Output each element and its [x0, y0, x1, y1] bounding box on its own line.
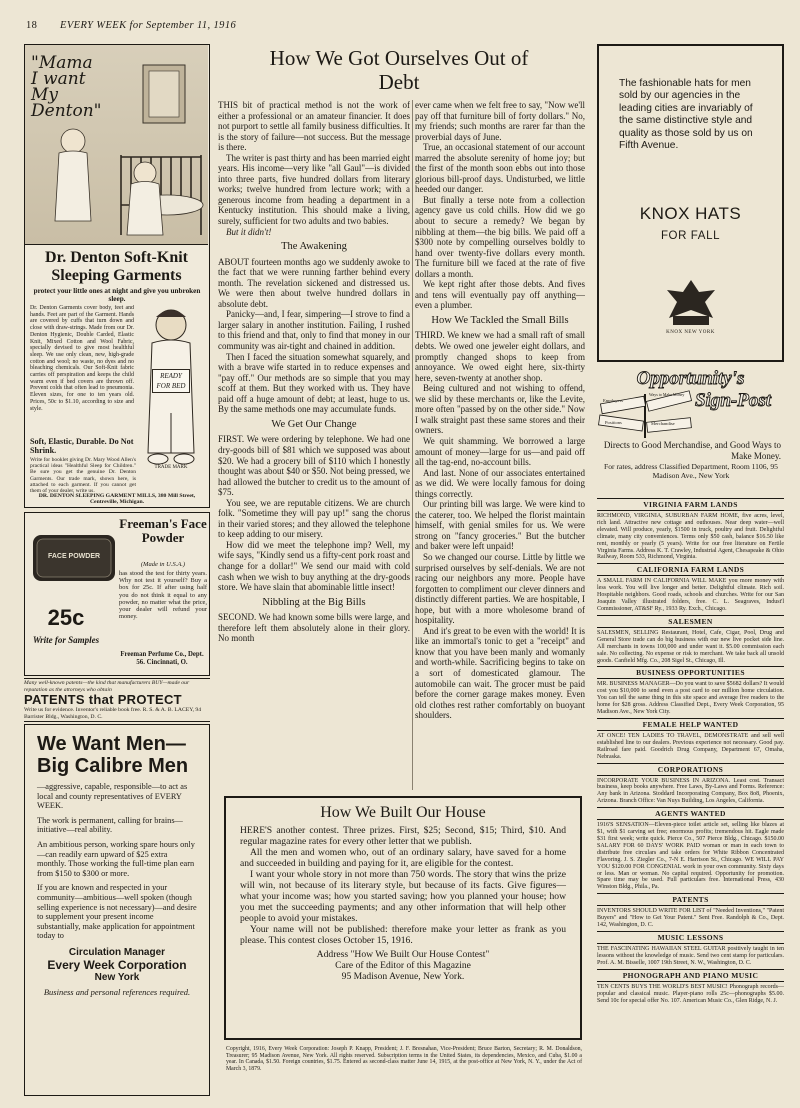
knox-name: KNOX HATS: [639, 204, 742, 223]
classified-heading: AGENTS WANTED: [597, 807, 784, 820]
knox-ad: [597, 44, 784, 362]
classified-section: [597, 496, 784, 1100]
col1-p1: THIS bit of practical method is not the work of either a professional or an amateur financier. It does not purport to settle all family business difficulties. It is the story of failure—not success. But the message is there.: [218, 100, 410, 153]
classified-heading: MUSIC LESSONS: [597, 931, 784, 944]
col2b-p1: THIRD. We knew we had a small raft of small debts. We owed one jeweler eight dollars, and promptly changed shops to keep from annoyance. We owed eight here, six-thirty here, seven-twenty at another shop.: [415, 330, 585, 383]
we-want-p1: —aggressive, capable, responsible—to act as local and county representatives of EVERY WEEK.: [37, 782, 188, 811]
classified-heading: VIRGINIA FARM LANDS: [597, 498, 784, 511]
classified-text: THE FASCINATING HAWAIIAN STEEL GUITAR positively taught in ten lessons without the knowledge of music. Send two cent stamp for particulars. Prof. A. M. Bisselle, 1007 19th Street, N. W., Washington, D. C.: [597, 945, 784, 966]
signpost-title-1: Opportunity's: [636, 368, 745, 389]
every-week-corp: Every Week Corporation: [47, 957, 187, 972]
powder-tin-label: FACE POWDER: [47, 553, 101, 560]
patents-top: Many well-known patents—the kind that manufacturers BUY—made our reputation as the attorneys who obtain: [24, 680, 190, 693]
col2b-p7: And it's great to be even with the world! It is like an immortal's tonic to get a "receipt" and know that you have been manly and womanly and worth-while. Sacrificing begins to take on a sort of domesticated glamour. The automobile can wait. The grocer must be paid before the corner garage makes money. Even old clothes rest rather comfortably on buoyant shoulders.: [415, 625, 585, 721]
contest-p4: Your name will not be published: therefore make your letter as frank as you please. This contest closes October 15, 1916.: [240, 924, 566, 946]
freeman-price: 25c: [47, 605, 85, 630]
classified-item: [597, 931, 784, 967]
signpost-section: [597, 366, 784, 480]
knox-top-text: The fashionable hats for men sold by our agencies in the leading cities are invariably of the same distinctive style and quality as those sold by us on Fifth Avenue.: [619, 78, 753, 152]
classified-text: A SMALL FARM IN CALIFORNIA WILL MAKE you more money with less work. You will live longer and better. Delightful climate. Rich soil. Hospitable neighbors. Good roads, schools and churches. Write for our San Joaquin Valley illustrated folders, free. C. L. Seagraves, Indust'l Commissioner, AT&SF Ry., 1933 Ry. Exch., Chicago.: [597, 578, 784, 612]
column-rule: [412, 100, 413, 790]
freeman-body: has stood the test for thirty years. Why not test it yourself? Buy a box for 25c. If after using half you do not think it equal to any powder, no matter what the price, your dealer will refund your money.: [119, 570, 207, 621]
classified-heading: BUSINESS OPPORTUNITIES: [597, 666, 784, 679]
circulation-manager: Circulation Manager: [68, 946, 166, 958]
running-title: EVERY WEEK for September 11, 1916: [60, 20, 237, 31]
classified-text: INCORPORATE YOUR BUSINESS IN ARIZONA. Least cost. Transact business, keep books anywhere. Free Laws, By-Laws and Forms. Reference: Any bank in Arizona. Stoddard Incorporating Company, Box 8o8, Phoenix, Arizona. Branch Office: Van Nuys Building, Los Angeles, California.: [597, 777, 784, 805]
sub-change: We Get Our Change: [271, 418, 357, 430]
classified-text: INVENTORS SHOULD WRITE FOR LIST of "Needed Inventions," "Patent Buyers" and "How to Get Your Patent." Sent Free. Randolph & Co., Dept. 142, Washington, D. C.: [597, 908, 784, 929]
col2b-p4: And last. None of our associates entertained as we did. We were locally famous for doing things correctly.: [415, 467, 585, 499]
we-want-men-ad: [24, 724, 210, 1096]
copyright-notice: Copyright, 1916, Every Week Corporation: Joseph P. Knapp, President; J. F. Bresnahan, Vice-President; Bruce Barton, Secretary; R. M. Donaldson, Treasurer; 95 Madison Avenue, New York. All rights reserved. Subscription terms in the United States, its dependencies, Mexico, and Cuba, $1.00 a year. In Canada, $1.50. Foreign countries, $1.75. Entered as second-class matter June 14, 1915, at the post-office at New York, N. Y., under the Act of March 3, 1879.: [226, 1046, 582, 1073]
running-header: [18, 20, 788, 36]
classified-heading: CALIFORNIA FARM LANDS: [597, 563, 784, 576]
col2b-p5: Our printing bill was large. We were kind to the caterer, too. We helped the florist maintain himself, with genial smiles for us. We were strong on "fancy groceries." But the butcher and baker were left unpaid!: [415, 499, 585, 552]
denton-body: Dr. Denton Garments cover body, feet and hands. Feet are part of the Garment. Hands are covered by cuffs that turn down and close with draw-strings. Made from our Dr. Denton Hygienic, Double Carded, Elastic Knit, Mixed Cotton and Wool Fabric, specially devised to give most healthful sleep. We use only clean, new, high-grade cotton and wool; no waste, no dyes and no bleaching chemicals. Our Soft-Knit fabric carries off perspiration and keeps the child warm even if bed covers are thrown off. Prevent colds that often lead to pneumonia. Eleven sizes, for one to ten years old. Prices, 50c to $1.10, according to size and style.: [30, 305, 134, 412]
freeman-made: (Made in U.S.A.): [140, 561, 186, 568]
patents-title: PATENTS that PROTECT: [24, 692, 182, 707]
col2b-p6: So we changed our course. Little by little we surprised ourselves by self-denials. We are not racing our neighbors any more. People have forgotten to compliment our clever dinners and distinctly different parties. We are hospitable, I hope, but with a more wholesome brand of hospitality.: [415, 551, 585, 626]
we-want-heading: We Want Men—: [37, 733, 186, 755]
knox-sub: FOR FALL: [660, 230, 721, 242]
patents-bottom: Write us for evidence. Inventor's reliable book free. R. S. & A. B. LACEY, 94 Barrister Bldg., Washington, D. C.: [24, 707, 202, 720]
classified-item: [597, 666, 784, 716]
contest-p2: All the men and women who, out of an ordinary salary, have saved for a home and succeeded in building and paying for it, are eligible for the contest.: [240, 847, 566, 869]
denton-title-1: Dr. Denton Soft-Knit: [45, 249, 188, 266]
article-column-1: [218, 100, 410, 794]
we-want-p2: The work is permanent, calling for brains—initiative—real ability.: [37, 815, 183, 835]
col1b-p3: Then I faced the situation somewhat squarely, and with a brave wife started in to reduce expenses and "pay off." Our methods are so simple that you may scoff at them. But they worked with us. They have paid off a huge amount of debt; at least, huge to us. By the same methods one may accumulate funds.: [218, 351, 410, 415]
freeman-company: Freeman Perfume Co., Dept. 56. Cincinnati, O.: [120, 651, 204, 666]
denton-quote: "Mama I want My Denton": [31, 53, 102, 121]
page-number: 18: [26, 20, 38, 31]
contest-title: How We Built Our House: [320, 804, 486, 821]
classified-item: [597, 969, 784, 1005]
knox-emblem-icon: [661, 276, 721, 330]
children-bed-drawing: [25, 45, 208, 245]
col1-intro: [218, 100, 410, 237]
signpost-rates: For rates, address Classified Department, Room 1106, 95 Madison Ave., New York: [604, 462, 778, 480]
ready-for-bed-sign: READY FOR BED: [152, 369, 190, 393]
col1c-p2: You see, we are reputable citizens. We are church folk. "Sometime they will pay up!" sang the chorus in their varied stores; and they allowed the telephone to keep adding to our misery.: [218, 497, 410, 540]
col1-p3: But it didn't!: [226, 226, 272, 237]
signpost-arm-3: Positions: [605, 420, 622, 425]
contest-p3: I want your whole story in not more than 750 words. The story that wins the prize will win, not because of its literary style, but because of its facts. Give figures—what your income was; how you started saving; how you planned your house; how you met the succeeding payments; and any other information that will help other people to avoid your mistakes.: [240, 869, 566, 924]
classified-heading: PATENTS: [597, 893, 784, 906]
classified-item: [597, 763, 784, 806]
col2-p2: True, an occasional statement of our account marred the absolute serenity of home joy; but the first of the month soon ebbs out into those glorious bill-proof days. Undisturbed, we little heeded our danger.: [415, 142, 585, 195]
big-calibre-heading: Big Calibre Men: [37, 755, 189, 777]
freeman-samples: Write for Samples: [32, 635, 100, 645]
classified-text: SALESMEN, SELLING Restaurant, Hotel, Cafe, Cigar, Pool, Drug and General Store trade can do big business with our new live pocket side line. All merchants in towns 100,000 and under want it. $5.00 commission each sale. No collecting. No expense or risk to merchant. We take back all unsold goods. Canfield Mfg. Co., 208 Sigel St., Chicago, Ill.: [597, 629, 784, 664]
contest-address-3: 95 Madison Avenue, New York.: [341, 971, 465, 982]
classified-item: [597, 718, 784, 761]
article-column-2: [415, 100, 585, 794]
signpost-arm-4: Merchandise: [651, 421, 675, 426]
we-want-p3: An ambitious person, working spare hours only—can readily earn upward of $25 extra monthly. Those working the full-time plan earn from $150 to $300 or more.: [37, 839, 195, 878]
knox-emblem-text: KNOX NEW YORK: [666, 330, 715, 335]
contest-box: [224, 796, 582, 1040]
col2b-p3: We quit shamming. We borrowed a large amount of money—large for us—and paid off all the tag-end, no-account bills.: [415, 435, 585, 468]
classified-text: TEN CENTS BUYS THE WORLD'S BEST MUSIC! Phonograph records—popular and classical music. Player-piano rolls 25c—phonographs $5.00. Send 10c for special offer No. 107. American Music Co., Glen Ridge, N. J.: [597, 983, 784, 1004]
patents-ad: [24, 678, 210, 722]
denton-slogan: Soft, Elastic, Durable. Do Not Shrink.: [30, 437, 134, 455]
denton-title-2: Sleeping Garments: [51, 267, 182, 284]
col1c-p1: FIRST. We were ordering by telephone. We had one dry-goods bill of $81 which we supposed was about $20. We had a grocery bill of $110 which I honestly thought was about $40 or $50. Not being pressed, we had allowed the butcher to credit us to the amount of $75.: [218, 434, 410, 498]
contest-address-1: Address "How We Built Our House Contest": [316, 949, 490, 960]
signpost-title-2: Sign-Post: [694, 390, 772, 411]
classified-text: MR. BUSINESS MANAGER—Do you want to save $5682 dollars? It would cost you $10,000 to send even a post card to our million home circulation. You can tell the same thing in this site space and average five readers to the home for $28 gross. Address Classified Dept., Every Week Corporation, 95 Madison Ave., New York City.: [597, 681, 784, 716]
classified-text: AT ONCE! TEN LADIES TO TRAVEL, DEMONSTRATE and sell well established line to our dealers. Previous experience not necessary. Good pay. Railroad fare paid. Goodrich Drug Company, Department 67, Omaha, Nebraska.: [597, 732, 784, 760]
sub-awakening: The Awakening: [281, 241, 347, 253]
classified-item: [597, 498, 784, 561]
classified-text: RICHMOND, VIRGINIA, SUBURBAN FARM HOME, five acres, level, rich land. Attractive new cottage and outhouses. Near deep water—well elevated. Will produce, yearly, $1500 in truck, poultry and fruit. Delightful climate, many city conveniences. Terms only $50 cash, balance $16.50 like rent, monthly or yearly (5 years). Write for our free literature on Fertile Virginia Farms. Address K. T. Crawley, Industrial Agent, Chesapeake & Ohio Railway, Room 533, Richmond, Virginia.: [597, 513, 784, 561]
freeman-ad: [24, 512, 210, 676]
classified-heading: CORPORATIONS: [597, 763, 784, 776]
col2-p1: ever came when we felt free to say, "Now we'll pay off that furniture bill of forty dollars." No, my friends; such months are rarer far than the proverbial days of June.: [415, 100, 585, 142]
col2b-p2: Being cultured and not wishing to offend, we slid by these merchants or, like the Levite, more often "passed by on the other side." Now I walk straight past these same stores and their owners.: [415, 383, 585, 436]
col1b-p1: ABOUT fourteen months ago we suddenly awoke to the fact that we were running farther behind every month. The revelation sickened and distressed us. We were then about twelve hundred dollars in absolute debt.: [218, 256, 410, 309]
denton-trademark: TRADE MARK: [154, 465, 188, 470]
denton-illustration: [25, 45, 208, 245]
denton-ad: [24, 44, 210, 508]
article-title: How We Got Ourselves Out of Debt: [269, 46, 529, 94]
contest-address-2: Care of the Editor of this Magazine: [335, 960, 471, 971]
col2-p4: We kept right after those debts. And fives and tens will eventually pay off anything—even a plumber.: [415, 279, 585, 311]
classified-heading: SALESMEN: [597, 615, 784, 628]
references: Business and personal references required.: [43, 986, 191, 997]
col2-p3: But finally a terse note from a collection agency gave us cold chills. How did we go about to secure a remedy? We began by nibbling at them—the big bills. We paid off a $300 note by compelling ourselves boldly to hand over twenty-five dollars every month. The furniture bill we faced at the rate of five dollars a month.: [415, 194, 585, 279]
col1-p2: The writer is past thirty and has been married eight years. His income—very like "all Gaul"—is divided into three parts, five hundred dollars from literary works; twelve hundred from lecture work; with a generous income from heading a department in a Kentucky institution. This should make a living, surely, sufficient for two adults and two babies.: [218, 152, 410, 227]
classified-item: [597, 563, 784, 613]
classified-item: [597, 807, 784, 891]
col1b-p2: Panicky—and, I fear, simpering—I strove to find a larger salary in another institution. Failing, I rushed to this friend and that, only to find that money in our community was air-tight and chained in addition.: [218, 309, 410, 352]
sub-small-bills: How We Tackled the Small Bills: [431, 314, 569, 326]
contest-p1: HERE'S another contest. Three prizes. First, $25; Second, $15; Third, $10. And regular magazine rates for every other letter that we publish.: [240, 825, 566, 847]
denton-booklet: Write for booklet giving Dr. Mary Wood Allen's practical ideas "Healthful Sleep for Children." Be sure you get the genuine Dr. Denton Garments. Our trade mark, shown here, is attached to each garment. If you cannot get them of your dealer, write us.: [30, 457, 136, 493]
classified-item: [597, 615, 784, 665]
col1d-p1: SECOND. We had known some bills were large, and therefore left them absolutely alone in their glory. No month: [218, 612, 410, 644]
sub-nibbling: Nibbling at the Big Bills: [262, 596, 366, 608]
classified-heading: PHONOGRAPH AND PIANO MUSIC: [597, 969, 784, 982]
denton-tagline: protect your little ones at night and give you unbroken sleep.: [33, 287, 201, 303]
classified-heading: FEMALE HELP WANTED: [597, 718, 784, 731]
signpost-arm-1: Employers: [603, 398, 623, 403]
col1c-p3: How did we meet the telephone imp? Well, my wife says, "Kindly send us a fifty-cent pork roast and change for a dollar!" We send our maid with cold cash when we wish to buy anything at the dry-goods store. We have slain that abominable little insect!: [218, 539, 410, 593]
freeman-title: Freeman's Face Powder: [119, 516, 207, 545]
we-want-p4: If you are known and respected in your community—ambitious—well spoken (though selling experience is not necessary)—and desire to supplement your present income substantially, make application for appointment today to: [37, 883, 197, 941]
new-york: New York: [94, 971, 140, 983]
signpost-text: Directs to Good Merchandise, and Good Ways to Make Money.: [603, 440, 781, 461]
denton-child-figure: [138, 303, 204, 473]
signpost-arm-2: Ways to Make Money: [649, 392, 685, 397]
classified-text: 1916'S SENSATION—Eleven-piece toilet article set, selling like blazes at $1, with $1 carving set free; enormous profits; tremendous hit. Eagle made $31 first week; write quick. Pierce Co., 507 Pierce Bldg., Chicago. $150.00 SALARY FOR 60 DAYS' WORK PAID woman or man in each town to distribute free circulars and take orders for White Ribbon Concentrated Flavoring. J. S. Ziegler Co., 7-N E. Harrison St., Chicago. WE WILL PAY YOU $120.00 FOR CONGENIAL work in your own community. Sixty days or less. Man or woman. No capital required. Opportunity for promotion. Spare time may be used. Full particulars free. International Press, 430 Winston Bldg., Phila., Pa.: [597, 822, 784, 891]
classified-item: [597, 893, 784, 929]
denton-company: DR. DENTON SLEEPING GARMENT MILLS, 380 Mill Street, Centreville, Michigan.: [38, 493, 196, 506]
